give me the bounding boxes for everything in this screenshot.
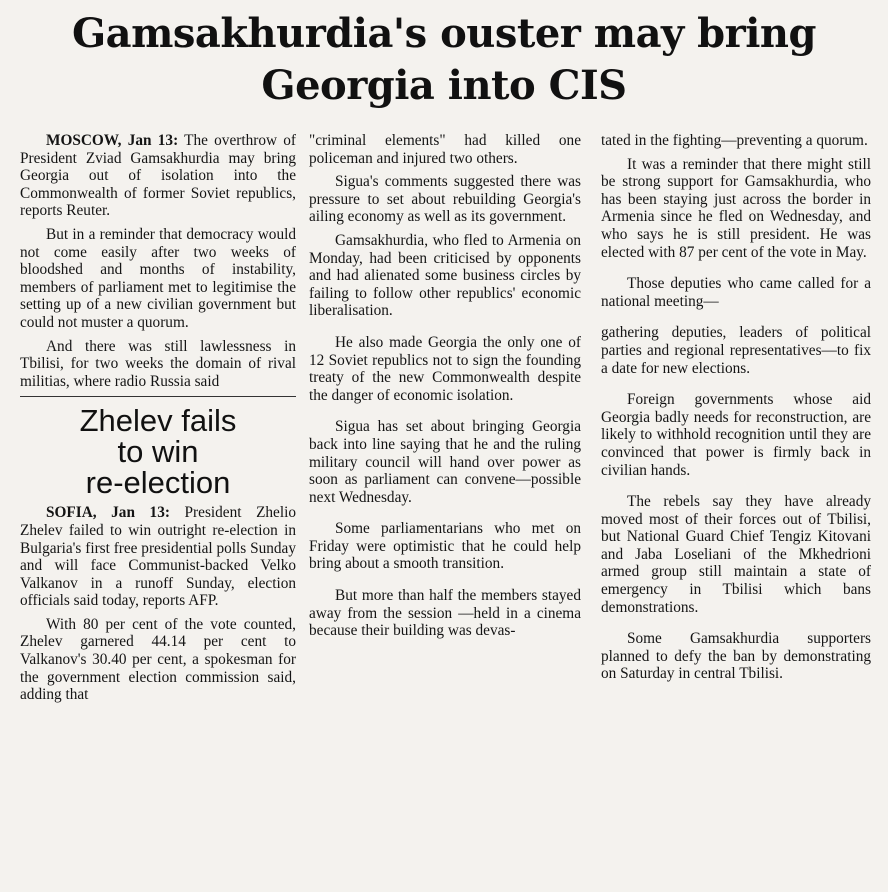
sidebar-headline — [20, 403, 296, 501]
col2-paragraph-7: But more than half the members stayed away from the session —held in a cinema because their building was devas- — [309, 587, 581, 640]
column-3 — [601, 132, 871, 892]
sidebar-headline-line-1: Zhelev fails — [79, 403, 237, 439]
col2-paragraph-5: Sigua has set about bringing Georgia back into line saying that he and the ruling military council will hand over power as soon as parliament can convene—possible next Wednesday. — [309, 418, 581, 506]
col3-paragraph-4: gathering deputies, leaders of political parties and regional representatives—to fix a date for new elections. — [601, 324, 871, 377]
sidebar-paragraph-1-body: President Zhelio Zhelev failed to win outright re-election in Bulgaria's first free presidential polls Sunday and will face Communist-backed Velko Valkanov in a runoff Sunday, election officials said today, reports AFP. — [20, 504, 296, 610]
col2-paragraph-6: Some parliamentarians who met on Friday were optimistic that he could help bring about a smooth transition. — [309, 520, 581, 573]
sidebar-paragraph-2: With 80 per cent of the vote counted, Zhelev garnered 44.14 per cent to Valkanov's 30.40 per cent, a spokesman for the government election commission said, adding that — [20, 615, 296, 704]
col1-paragraph-1 — [20, 132, 296, 220]
column-1 — [20, 132, 296, 892]
col1-paragraph-1-body: The overthrow of President Zviad Gamsakhurdia may bring Georgia out of isolation into the Commonwealth of former Soviet republics, reports Reuter. — [20, 132, 296, 220]
column-2 — [309, 132, 581, 892]
col3-paragraph-3: Those deputies who came called for a national meeting— — [601, 275, 871, 310]
headline-line-1: Gamsakhurdia's ouster may bring — [72, 10, 816, 57]
col1-paragraph-2: But in a reminder that democracy would not come easily after two weeks of bloodshed and months of instability, members of parliament met to legitimise the setting up of a new civilian government but could not muster a quorum. — [20, 225, 296, 331]
col2-paragraph-4: He also made Georgia the only one of 12 Soviet republics not to sign the founding treaty of the new Commonwealth despite the danger of economic isolation. — [309, 333, 581, 404]
col3-paragraph-1: tated in the fighting—preventing a quorum. — [601, 132, 868, 149]
dateline-sofia: SOFIA, Jan 13: — [46, 504, 170, 522]
col3-paragraph-6: The rebels say they have already moved most of their forces out of Tbilisi, but National Guard Chief Tengiz Kitovani and Jaba Loseliani of the Mkhedrioni armed group still maintain a state of emergency in Tbilisi which bans demonstrations. — [601, 493, 871, 616]
col3-paragraph-5: Foreign governments whose aid Georgia badly needs for reconstruction, are likely to withhold recognition until they are convinced that power is firmly back in civilian hands. — [601, 391, 871, 479]
col2-paragraph-1: "criminal elements" had killed one policeman and injured two others. — [309, 132, 581, 167]
col3-paragraph-7: Some Gamsakhurdia supporters planned to defy the ban by demonstrating on Saturday in central Tbilisi. — [601, 630, 871, 683]
sidebar-divider — [20, 396, 296, 397]
sidebar-headline-line-2: to win — [117, 434, 199, 470]
col2-paragraph-3: Gamsakhurdia, who fled to Armenia on Monday, had been criticised by opponents and had alienated some business circles by failing to follow other republics' economic liberalisation. — [309, 231, 581, 320]
col1-paragraph-3: And there was still lawlessness in Tbilisi, for two weeks the domain of rival militias, where radio Russia said — [20, 337, 296, 390]
headline-line-2: Georgia into CIS — [261, 62, 627, 109]
col3-paragraph-2: It was a reminder that there might still be strong support for Gamsakhurdia, who has been staying just across the border in Armenia since he fled on Wednesday, and who says he is still president. He was elected with 87 per cent of the vote in May. — [601, 155, 871, 261]
headline — [0, 8, 888, 112]
sidebar-paragraph-1 — [20, 504, 296, 610]
dateline-moscow: MOSCOW, Jan 13: — [46, 132, 179, 149]
sidebar-headline-line-3: re-election — [85, 465, 231, 501]
col2-paragraph-2: Sigua's comments suggested there was pressure to set about rebuilding Georgia's ailing economy as well as its government. — [309, 173, 581, 226]
